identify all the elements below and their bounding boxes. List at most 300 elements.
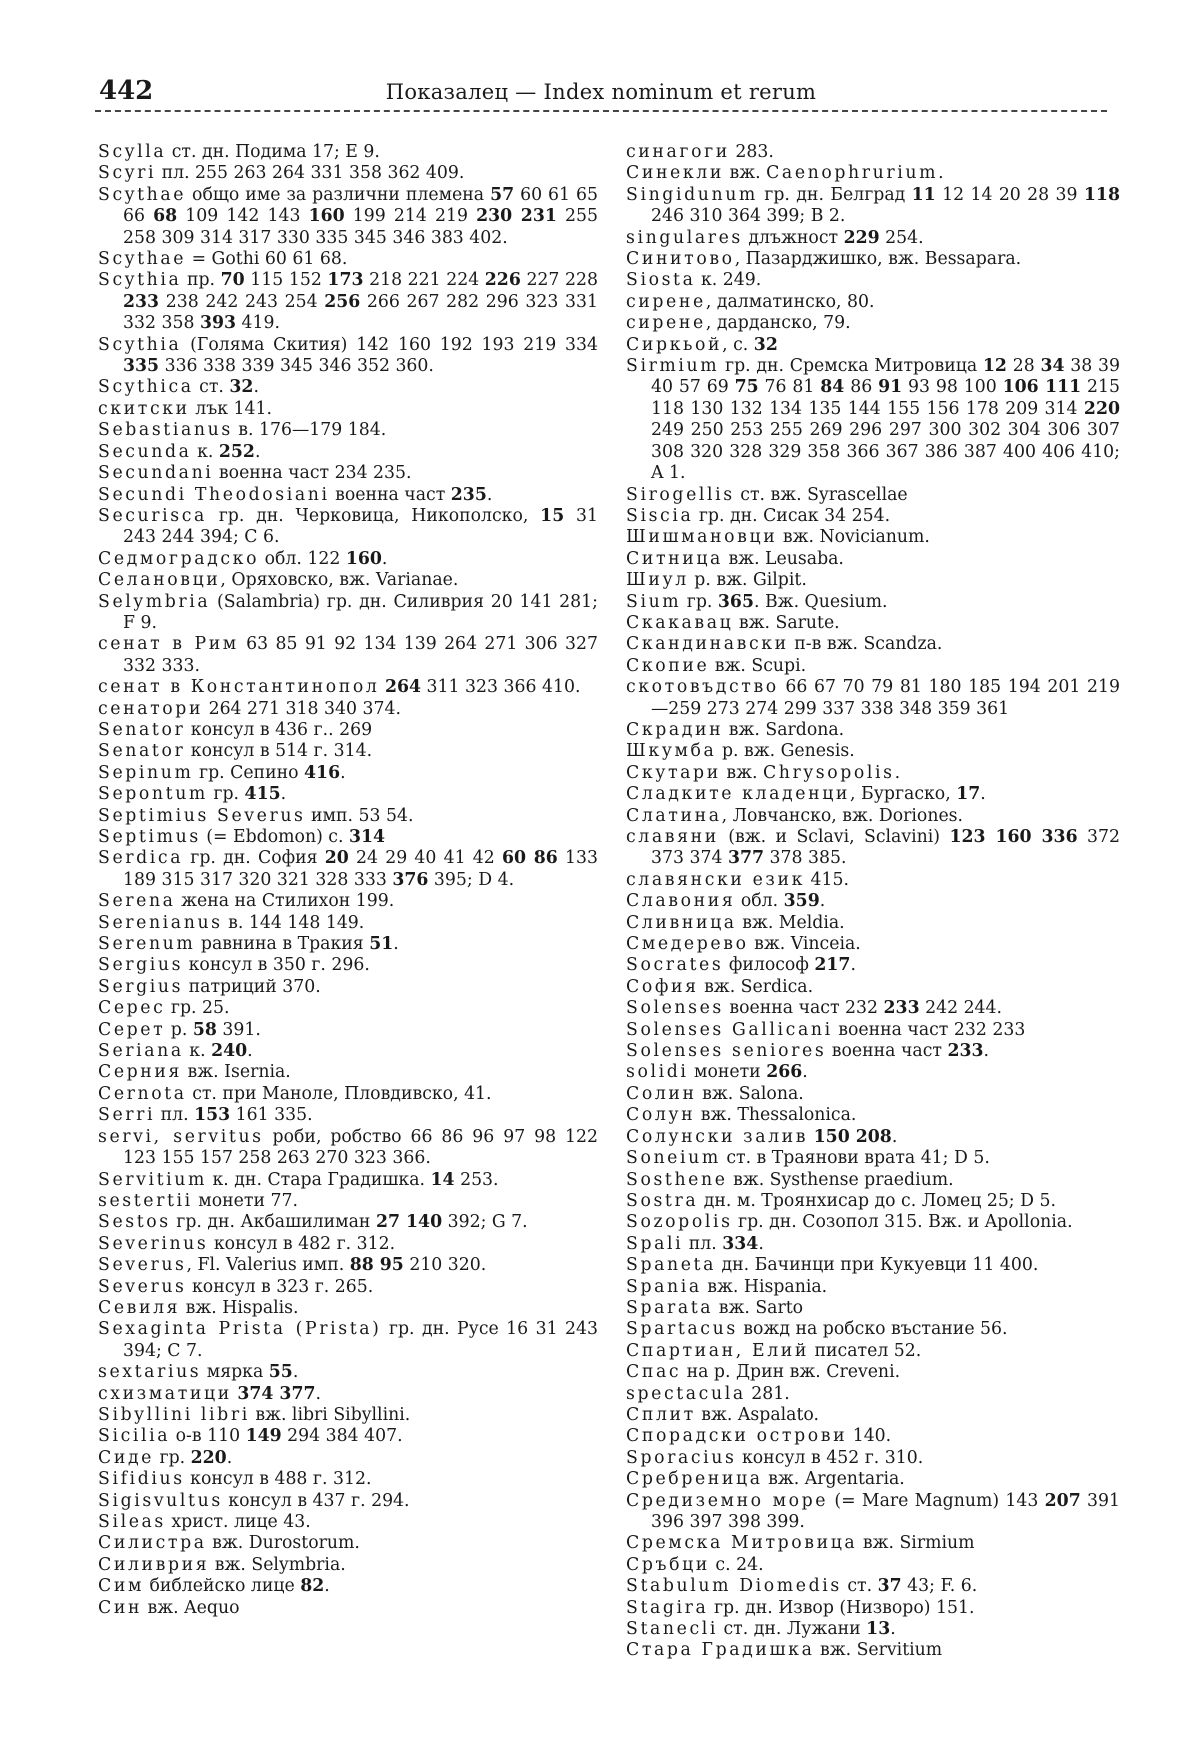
- entry-text: роби, робство 66 86 96 97 98 122 123 155 157 258 263 270 323 366.: [123, 1126, 598, 1169]
- entry-term: Скрадин: [626, 719, 724, 740]
- entry-term: сенатори: [98, 698, 204, 719]
- entry-page-bold: 314: [348, 827, 386, 847]
- entry-text: 246 310 364 399; B 2.: [651, 206, 846, 227]
- index-entry: [98, 1105, 598, 1126]
- index-entry: [98, 1127, 598, 1170]
- entry-page-bold: 220: [190, 1447, 227, 1468]
- running-title: Показалец — Index nominum et rerum: [385, 80, 817, 104]
- index-entry: [626, 1041, 1120, 1062]
- entry-term: синагоги: [626, 142, 730, 162]
- index-entry: [98, 977, 598, 998]
- entry-text: вж.: [720, 762, 763, 783]
- index-entry: [626, 1384, 1120, 1405]
- entry-page-bold: 106 111: [1002, 377, 1082, 398]
- entry-page-bold: 123 160 336: [949, 827, 1078, 847]
- entry-term: Sirmium: [626, 356, 720, 377]
- entry-text: 24 29 40 41 42: [348, 848, 502, 869]
- index-entry: [626, 270, 1120, 291]
- entry-text: вж. Isernia.: [182, 1062, 291, 1083]
- index-entry: [98, 377, 598, 398]
- index-column-left: [98, 142, 598, 1619]
- entry-text: мярка: [201, 1362, 269, 1383]
- entry-text: гр. дн. Акбашилиман: [170, 1212, 376, 1233]
- index-entry: [98, 1426, 598, 1447]
- entry-page-bold: 233: [883, 998, 920, 1019]
- index-entry: [626, 677, 1120, 720]
- entry-text: 63 85 91 92 134 139 264 271 306 327 332 333.: [123, 634, 598, 676]
- index-entry: [626, 1191, 1120, 1212]
- index-entry: [626, 1533, 1120, 1554]
- entry-text: , Fl. Valerius имп.: [186, 1255, 350, 1276]
- entry-term: Сремска Митровица: [626, 1533, 858, 1554]
- entry-term: Солун: [626, 1105, 696, 1126]
- entry-text: .: [324, 1576, 330, 1597]
- entry-term: сирене: [626, 291, 706, 312]
- index-entry: [98, 1062, 598, 1083]
- entry-page-bold: 13: [866, 1619, 891, 1640]
- entry-term: Синитово: [626, 249, 735, 270]
- index-entry: [98, 485, 598, 506]
- index-entry: [98, 142, 598, 163]
- entry-page-bold: 256: [324, 291, 361, 312]
- index-entry: [98, 1598, 598, 1619]
- entry-text: .: [980, 784, 986, 805]
- entry-term: Sostra: [626, 1190, 699, 1211]
- entry-text: 336 338 339 345 346 352 360.: [159, 356, 434, 377]
- entry-text: военна част: [826, 1041, 948, 1062]
- index-entry: [98, 891, 598, 912]
- entry-page-bold: 415: [244, 784, 281, 805]
- entry-term: Socrates: [626, 955, 724, 976]
- entry-term: Stanecli: [626, 1619, 718, 1640]
- entry-text: 76 81: [758, 377, 821, 398]
- entry-term: spectacula: [626, 1383, 746, 1404]
- entry-text: 391.: [216, 1019, 261, 1040]
- entry-text: 266 267 282 296 323 331 332 358: [123, 291, 599, 334]
- entry-text: вожд на робско въстание 56.: [737, 1319, 1008, 1340]
- entry-text: 391 396 397 398 399.: [651, 1490, 1120, 1532]
- entry-term: Сребреница: [626, 1469, 763, 1490]
- entry-term: Силистра: [98, 1533, 207, 1554]
- entry-text: вж. Serdica.: [698, 976, 814, 997]
- entry-text: вж. Thessalonica.: [695, 1105, 857, 1126]
- entry-text: гр. дн. Русе 16 31 243 394; C 7.: [123, 1319, 598, 1361]
- entry-page-bold: 84: [820, 377, 845, 398]
- entry-page-bold: 12: [982, 356, 1007, 377]
- entry-text: , с.: [722, 334, 754, 355]
- index-entry: [626, 934, 1120, 955]
- entry-term: Сръбци: [626, 1554, 710, 1575]
- entry-text: писател 52.: [809, 1340, 922, 1361]
- entry-term: Secundani: [98, 463, 214, 484]
- entry-text: длъжност: [742, 227, 844, 248]
- entry-term: Stabulum Diomedis: [626, 1576, 842, 1597]
- index-entry: [626, 228, 1120, 249]
- index-entry: [626, 656, 1120, 677]
- entry-page-bold: 60 86: [501, 848, 558, 869]
- entry-term: Caenophrurium: [766, 163, 939, 184]
- entry-term: Severus: [98, 1255, 187, 1276]
- index-entry: [98, 1448, 598, 1469]
- index-entry: [626, 1105, 1120, 1126]
- entry-text: гр. дн. Сремска Митровица: [719, 356, 983, 377]
- entry-text: р.: [165, 1019, 193, 1040]
- entry-text: ст. при Маноле, Пловдивско, 41.: [186, 1083, 492, 1104]
- index-entry: [626, 827, 1120, 870]
- entry-page-bold: 68: [153, 206, 178, 227]
- entry-term: Sparata: [626, 1297, 714, 1318]
- entry-text: гр. дн. Извор (Низворо) 151.: [708, 1597, 975, 1618]
- entry-term: Senator: [98, 741, 186, 762]
- entry-text: библейско лице: [143, 1576, 301, 1597]
- index-entry: [626, 1148, 1120, 1169]
- entry-text: 109 142 143: [177, 206, 309, 227]
- entry-text: вж.: [723, 163, 767, 184]
- entry-term: Средиземно море: [626, 1490, 829, 1511]
- entry-page-bold: 70: [220, 270, 245, 291]
- entry-page-bold: 160: [308, 206, 345, 227]
- entry-text: 311 323 366 410.: [421, 677, 581, 698]
- entry-term: Solenses: [626, 998, 724, 1019]
- entry-text: философ: [723, 955, 815, 976]
- entry-term: Soneium: [626, 1148, 721, 1169]
- entry-text: 392; G 7.: [442, 1212, 528, 1233]
- index-entry: [626, 1555, 1120, 1576]
- entry-page-bold: 226: [484, 270, 521, 291]
- entry-page-bold: 233: [947, 1041, 984, 1062]
- entry-term: Scyri: [98, 163, 157, 184]
- entry-text: гр. дн. Созопол 315. Вж. и Apollonia.: [732, 1212, 1073, 1233]
- entry-page-bold: 365: [717, 591, 754, 612]
- entry-term: Spartacus: [626, 1319, 738, 1340]
- entry-term: Spali: [626, 1233, 684, 1254]
- index-entry: [98, 592, 598, 635]
- entry-text: 395; D 4.: [428, 869, 515, 890]
- entry-term: Scythia: [98, 270, 182, 291]
- entry-page-bold: 416: [304, 762, 341, 783]
- entry-text: вж. Scupi.: [709, 655, 807, 676]
- index-entry: [626, 185, 1120, 228]
- entry-term: Cernota: [98, 1083, 187, 1104]
- index-entry: [626, 527, 1120, 548]
- entry-term: Спорадски острови: [626, 1426, 848, 1447]
- entry-term: servi, servitus: [98, 1126, 264, 1147]
- entry-text: .: [381, 548, 388, 569]
- entry-term: Сиде: [98, 1447, 155, 1468]
- index-entry: [626, 1619, 1120, 1640]
- entry-term: Спас: [626, 1362, 682, 1383]
- entry-text: гр. дн. Сисак 34 254.: [693, 505, 891, 526]
- entry-term: Скопие: [626, 655, 710, 676]
- entry-text: п-в вж. Scandza.: [788, 634, 943, 655]
- entry-text: 218 221 224: [363, 270, 485, 291]
- entry-text: ст. в Траянови врата 41; D 5.: [720, 1148, 990, 1169]
- entry-page-bold: 11: [911, 184, 936, 205]
- index-entry: [98, 1384, 598, 1405]
- entry-text: 215 118 130 132 134 135 144 155 156 178 209 314: [651, 377, 1121, 419]
- entry-term: Sibyllini libri: [98, 1404, 250, 1425]
- entry-text: 378 385.: [764, 848, 847, 869]
- entry-term: Scythia: [98, 334, 182, 355]
- index-entry: [98, 1212, 598, 1233]
- entry-term: Sergius: [98, 955, 184, 976]
- entry-text: 133 189 315 317 320 321 328 333: [123, 848, 598, 890]
- entry-term: Седмоградско: [98, 548, 260, 569]
- entry-text: , дарданско, 79.: [705, 313, 851, 334]
- entry-text: вж. Sarute.: [733, 612, 840, 633]
- entry-term: Spaneta: [626, 1255, 717, 1276]
- entry-text: .: [280, 784, 287, 805]
- entry-term: Шишмановци: [626, 527, 778, 548]
- entry-text: дн. м. Троянхисар до с. Ломец 25; D 5.: [698, 1190, 1056, 1211]
- entry-text: в. 144 148 149.: [222, 912, 365, 933]
- entry-term: Скандинавски: [626, 634, 789, 655]
- index-entry: [626, 1298, 1120, 1319]
- entry-text: вж. Sardona.: [723, 719, 845, 740]
- index-entry: [98, 1234, 598, 1255]
- entry-text: , Ловчанско, вж. Doriones.: [721, 805, 964, 826]
- entry-text: .: [891, 1126, 898, 1147]
- entry-text: .: [850, 955, 856, 976]
- entry-term: Син: [98, 1597, 143, 1618]
- entry-text: 28: [1006, 356, 1041, 377]
- entry-text: к. дн. Стара Градишка.: [207, 1169, 431, 1190]
- entry-page-bold: 88 95: [349, 1255, 404, 1276]
- entry-text: консул в 452 г. 310.: [736, 1447, 924, 1468]
- entry-text: 199 214 219: [344, 206, 477, 227]
- entry-term: Смедерево: [626, 934, 749, 955]
- index-entry: [98, 913, 598, 934]
- entry-text: гр. Сепино: [193, 762, 305, 783]
- entry-text: 419.: [236, 313, 281, 334]
- entry-page-bold: 55: [268, 1362, 293, 1383]
- index-entry: [626, 163, 1120, 184]
- entry-page-bold: 207: [1044, 1490, 1081, 1511]
- entry-page-bold: 240: [211, 1041, 248, 1062]
- entry-page-bold: 32: [753, 334, 778, 355]
- entry-text: .: [938, 163, 944, 184]
- index-entry: [98, 720, 598, 741]
- index-entry: [98, 270, 598, 334]
- entry-text: 38 39 40 57 69: [651, 356, 1120, 398]
- entry-text: .: [247, 1041, 253, 1062]
- entry-text: обл. 122: [259, 548, 346, 569]
- index-entry: [626, 1084, 1120, 1105]
- entry-term: Siosta: [626, 270, 696, 291]
- entry-term: Servitium: [98, 1169, 208, 1190]
- entry-text: консул в 436 г.. 269: [185, 719, 373, 740]
- entry-term: Senator: [98, 719, 186, 740]
- entry-text: военна част: [329, 484, 451, 505]
- entry-term: Spania: [626, 1276, 702, 1297]
- entry-page-bold: 149: [245, 1426, 282, 1447]
- entry-text: на р. Дрин вж. Creveni.: [681, 1362, 901, 1383]
- index-entry: [98, 934, 598, 955]
- index-entry: [626, 1341, 1120, 1362]
- index-entry: [626, 1170, 1120, 1191]
- entry-text: общо име за различни племена: [186, 184, 491, 205]
- entry-term: Серес: [98, 998, 166, 1019]
- index-entry: [626, 335, 1120, 356]
- entry-term: Singidunum: [626, 184, 758, 205]
- entry-text: вж. Servitium: [814, 1640, 943, 1661]
- index-entry: [98, 463, 598, 484]
- entry-term: Шкумба: [626, 741, 717, 762]
- entry-text: к.: [183, 1041, 212, 1062]
- entry-text: пл.: [683, 1233, 723, 1254]
- index-entry: [626, 142, 1120, 163]
- entry-text: консул в 350 г. 296.: [183, 955, 370, 976]
- entry-text: .: [254, 441, 261, 462]
- index-entry: [626, 1212, 1120, 1233]
- entry-text: .: [253, 377, 259, 398]
- index-entry: [98, 677, 598, 698]
- index-entry: [98, 570, 598, 591]
- entry-term: скотовъдство: [626, 677, 779, 698]
- entry-page-bold: 160: [345, 548, 382, 569]
- entry-text: вж. Vinceia.: [748, 934, 861, 955]
- index-entry: [626, 1020, 1120, 1041]
- index-entry: [626, 249, 1120, 270]
- index-entry: [626, 292, 1120, 313]
- index-entry: [98, 1576, 598, 1597]
- entry-text: 238 242 243 254: [159, 291, 325, 312]
- entry-term: Слатина: [626, 805, 722, 826]
- index-entry: [98, 1512, 598, 1533]
- index-entry: [626, 1319, 1120, 1340]
- entry-term: Seriana: [98, 1041, 184, 1062]
- entry-text: к.: [191, 441, 219, 462]
- entry-text: 415.: [804, 869, 849, 890]
- header-rule: [95, 110, 1107, 112]
- entry-term: Sosthene: [626, 1169, 728, 1190]
- entry-term: Secundi Theodosiani: [98, 484, 330, 505]
- entry-text: р. вж. Gilpit.: [688, 570, 807, 591]
- entry-page-bold: 266: [766, 1062, 803, 1083]
- entry-text: гр. дн. Черковица, Никополско,: [206, 505, 541, 526]
- entry-text: .: [292, 1362, 299, 1383]
- index-entry: [626, 549, 1120, 570]
- index-entry: [98, 1319, 598, 1362]
- index-entry: [626, 1491, 1120, 1534]
- entry-term: Солунски залив: [626, 1126, 809, 1147]
- entry-text: консул в 323 г. 265.: [186, 1276, 374, 1297]
- index-entry: [626, 977, 1120, 998]
- entry-page-bold: 32: [229, 377, 254, 398]
- index-entry: [98, 699, 598, 720]
- entry-term: Серет: [98, 1019, 166, 1040]
- index-entry: [98, 827, 598, 848]
- entry-text: гр.: [681, 591, 718, 612]
- index-entry: [98, 741, 598, 762]
- entry-text: 264 271 318 340 374.: [203, 698, 401, 719]
- entry-term: Сладките кладенци: [626, 784, 851, 805]
- entry-term: Sozopolis: [626, 1212, 733, 1233]
- index-entry: [98, 163, 598, 184]
- index-entry: [98, 1405, 598, 1426]
- index-entry: [98, 1191, 598, 1212]
- entry-text: пл.: [155, 1105, 195, 1126]
- index-entry: [98, 1555, 598, 1576]
- entry-term: Синекли: [626, 163, 724, 184]
- entry-text: 249 250 253 255 269 296 297 300 302 304 306 307 308 320 328 329 358 366 367 386 387 400 406 410; A 1.: [651, 420, 1120, 484]
- index-entry: [626, 870, 1120, 891]
- entry-text: (Голяма Скития) 142 160 192 193 219 334: [181, 334, 598, 355]
- entry-page-bold: 252: [218, 441, 255, 462]
- entry-text: 242 244.: [919, 998, 1003, 1019]
- entry-term: Severus: [98, 1276, 187, 1297]
- index-entry: [98, 335, 598, 378]
- entry-term: Sigisvultus: [98, 1490, 223, 1511]
- entry-text: .: [894, 762, 901, 783]
- entry-text: .: [890, 1619, 896, 1640]
- entry-term: Scythica: [98, 377, 194, 398]
- entry-text: военна част 234 235.: [213, 463, 412, 484]
- entry-page-bold: 91: [878, 377, 903, 398]
- entry-term: Ситница: [626, 548, 723, 569]
- entry-text: с. 24.: [709, 1554, 764, 1575]
- entry-text: христ. лице 43.: [165, 1512, 311, 1532]
- entry-text: вж. Hispalis.: [180, 1297, 299, 1318]
- index-entry: [626, 1277, 1120, 1298]
- index-entry: [98, 506, 598, 549]
- entry-term: Sepontum: [98, 784, 208, 805]
- entry-text: 253.: [454, 1169, 499, 1190]
- entry-page-bold: 14: [430, 1169, 455, 1190]
- entry-term: solidi: [626, 1062, 689, 1083]
- index-entry: [98, 634, 598, 677]
- entry-term: Stagira: [626, 1597, 709, 1618]
- entry-text: ст.: [193, 377, 230, 398]
- index-entry: [626, 1127, 1120, 1148]
- entry-term: Серния: [98, 1062, 183, 1083]
- entry-term: Serdica: [98, 848, 184, 869]
- index-entry: [626, 998, 1120, 1019]
- entry-term: Serri: [98, 1105, 156, 1126]
- index-column-right: [626, 142, 1120, 1662]
- index-entry: [98, 784, 598, 805]
- entry-text: 254.: [879, 227, 924, 248]
- entry-text: консул в 437 г. 294.: [222, 1490, 410, 1511]
- entry-page-bold: 334: [722, 1233, 759, 1254]
- entry-term: sestertii: [98, 1190, 193, 1211]
- entry-page-bold: 229: [843, 227, 880, 248]
- index-entry: [626, 1469, 1120, 1490]
- entry-text: военна част 232: [723, 998, 884, 1019]
- entry-text: 12 14 20 28 39: [935, 184, 1084, 205]
- entry-text: ст. дн. Лужани: [717, 1619, 867, 1640]
- entry-term: Serenum: [98, 934, 196, 955]
- entry-text: жена на Стилихон 199.: [175, 891, 395, 912]
- entry-text: лък 141.: [189, 398, 273, 419]
- entry-text: 140.: [847, 1426, 892, 1447]
- index-entry: [626, 741, 1120, 762]
- entry-page-bold: 57: [490, 184, 515, 205]
- index-entry: [98, 420, 598, 441]
- entry-text: (= Ebdomon) с.: [200, 827, 349, 847]
- entry-text: пр.: [181, 270, 221, 291]
- entry-text: патриций 370.: [183, 976, 321, 997]
- entry-text: .: [802, 1062, 808, 1083]
- index-entry: [626, 784, 1120, 805]
- entry-term: Сливница: [626, 912, 737, 933]
- entry-text: вж. Aspalato.: [695, 1404, 819, 1425]
- index-entry: [98, 1533, 598, 1554]
- entry-text: вж. Sarto: [713, 1297, 804, 1318]
- entry-page-bold: 15: [540, 505, 565, 526]
- entry-term: Селановци: [98, 570, 221, 591]
- entry-term: скитски: [98, 398, 190, 419]
